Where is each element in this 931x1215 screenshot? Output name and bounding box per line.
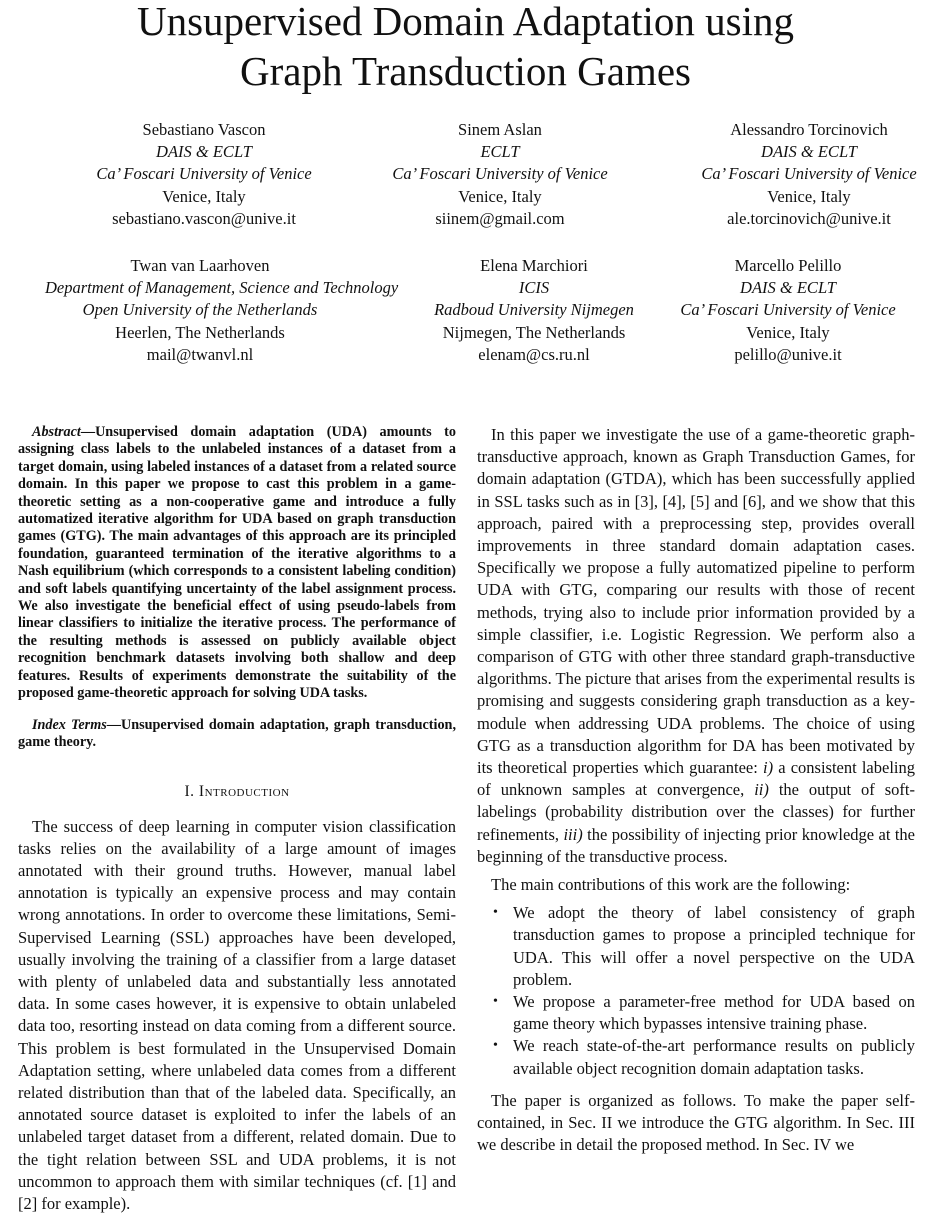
intro-paragraph-organization: The paper is organized as follows. To make the paper self-contained, in Sec. II we introduce the GTG algorithm. In Sec. III we describe in detail the proposed method. In Sec. IV we (477, 1090, 915, 1155)
author-email: sebastiano.vascon@unive.it (112, 208, 296, 228)
bullet-icon: • (493, 1038, 498, 1054)
index-terms-text: —Unsupervised domain adaptation, graph transduction, game theory. (18, 716, 456, 750)
author-block-torcinovich (654, 119, 931, 230)
left-column (18, 424, 456, 1215)
abstract (18, 424, 456, 703)
title-line-1: Unsupervised Domain Adaptation using (136, 0, 795, 44)
author-city: Venice, Italy (458, 186, 542, 206)
bullet-icon: • (493, 994, 498, 1010)
author-dept: ECLT (480, 142, 520, 162)
author-email: elenam@cs.ru.nl (478, 344, 590, 364)
author-name: Sebastiano Vascon (142, 120, 266, 139)
property-2-text: the output of soft-labelings (probability distribution over the classes) for further refinements, (477, 780, 915, 844)
property-1-text: a consistent labeling of unknown samples at convergence, (477, 758, 915, 800)
author-org: Ca’ Foscari University of Venice (701, 164, 917, 184)
author-org: Ca’ Foscari University of Venice (96, 164, 312, 184)
author-name: Sinem Aslan (458, 120, 542, 139)
author-name: Twan van Laarhoven (130, 256, 270, 275)
author-dept: DAIS & ECLT (761, 142, 857, 162)
property-1-label: i) (762, 758, 774, 778)
contributions-list (477, 902, 915, 1080)
author-org: Ca’ Foscari University of Venice (680, 300, 896, 320)
intro-paragraph-1: The success of deep learning in computer vision classification tasks relies on the availability of a large amount of images annotated with their ground truths. However, manual label annotation is typically an expensive process and may contain wrong annotations. In order to overcome these limitations, Semi-Supervised Learning (SSL) approaches have been developed, usually involving the training of a classifier from a large dataset with plenty of unlabeled data and substantially less annotated data. In some cases however, it is expensive to obtain unlabeled data too, resorting instead on data coming from a different source. This problem is best formulated in the Unsupervised Domain Adaptation setting, where unlabeled data comes from a different related distribution than that of the labeled data. Specifically, an annotated source dataset is exploited to infer the labels of an unlabeled target dataset from a different, related domain. Due to the tight relation between SSL and UDA problems, it is not uncommon to approach them with similar techniques (cf. [1] and [2] for example). (18, 816, 456, 1213)
bullet-icon: • (493, 905, 498, 921)
author-name: Marcello Pelillo (734, 256, 842, 275)
contribution-text: We propose a parameter-free method for UDA based on game theory which bypasses intensive training phase. (513, 992, 915, 1034)
author-city: Venice, Italy (746, 322, 830, 342)
author-city: Nijmegen, The Netherlands (442, 322, 626, 342)
author-city: Venice, Italy (767, 186, 851, 206)
contribution-text: We reach state-of-the-art performance results on publicly available object recognition domain adaptation tasks. (513, 1036, 915, 1078)
author-block-laarhoven (45, 255, 399, 366)
abstract-text: —Unsupervised domain adaptation (UDA) amounts to assigning class labels to the unlabeled instances of a dataset from a target domain, using labeled instances of a dataset from a related source domain. In this paper we propose to cast this problem in a game-theoretic setting as a non-cooperative game and introduce a fully automatized iterative algorithm for UDA based on graph transduction games (GTG). The main advantages of this approach are its principled foundation, guaranteed termination of the iterative algorithms to a Nash equilibrium (which corresponds to a consistent labeling condition) and soft labels quantifying uncertainty of the label assignment process. We also investigate the beneficial effect of using pseudo-labels from linear classifiers to initialize the iterative process. The performance of the resulting methods is assessed on publicly available object recognition benchmark datasets involving both shallow and deep features. Results of experiments demonstrate the suitability of the proposed game-theoretic approach for solving UDA tasks. (18, 424, 456, 702)
index-terms (18, 717, 456, 752)
author-name: Alessandro Torcinovich (730, 120, 888, 139)
author-email: siinem@gmail.com (435, 208, 565, 228)
contributions-intro: The main contributions of this work are the following: (491, 875, 851, 895)
abstract-label: Abstract (32, 424, 81, 440)
contribution-item (477, 991, 915, 1035)
author-block-aslan (345, 119, 655, 230)
author-org: Radboud University Nijmegen (434, 300, 634, 320)
intro-paragraph-2-text: In this paper we investigate the use of a game-theoretic graph-transductive approach, known as Graph Transduction Games, for domain adaptation (GTDA), which has been successfully applied in SSL tasks such as in [3], [4], [5] and [6], and we show that this approach, paired with a preprocessing step, provides overall improvements in three standard domain adaptation cases. Specifically we propose a fully automatized pipeline to perform UDA with GTG, comparing our results with those of recent methods, trying also to include prior information provided by a simple classifier, i.e. Logistic Regression. We perform also a comparison of GTG with other three standard graph-transductive algorithms. The picture that arises from the experimental results is promising and suggests considering graph transduction as a key-module when addressing UDA problems. The choice of using GTG as a transduction algorithm for DA has been motivated by its theoretical properties which guarantee: (477, 425, 915, 778)
property-3-text: the possibility of injecting prior knowledge at the beginning of the transductive process. (477, 824, 915, 866)
contribution-text: We adopt the theory of label consistency of graph transduction games to propose a principled technique for UDA. This will offer a novel perspective on the UDA problem. (513, 903, 915, 989)
contribution-item (477, 1035, 915, 1079)
intro-paragraph-2 (477, 424, 915, 868)
author-city: Venice, Italy (162, 186, 246, 206)
contribution-item (477, 902, 915, 991)
section-number: I. (184, 783, 195, 801)
author-dept: DAIS & ECLT (740, 278, 836, 298)
index-terms-label: Index Terms (32, 716, 107, 733)
author-block-pelillo (633, 255, 931, 366)
property-3-label: iii) (563, 824, 583, 844)
section-title: Introduction (198, 783, 290, 801)
author-name: Elena Marchiori (480, 256, 588, 275)
author-email: ale.torcinovich@unive.it (727, 208, 891, 228)
author-city: Heerlen, The Netherlands (115, 322, 285, 342)
paper-title (0, 0, 931, 96)
author-org: Ca’ Foscari University of Venice (392, 164, 608, 184)
section-heading-introduction (18, 781, 456, 803)
author-block-vascon (49, 119, 359, 230)
author-dept: DAIS & ECLT (156, 142, 252, 162)
title-line-2: Graph Transduction Games (240, 48, 691, 94)
property-2-label: ii) (754, 780, 769, 800)
author-email: mail@twanvl.nl (146, 344, 254, 364)
right-column (477, 424, 915, 1157)
author-dept: ICIS (518, 278, 550, 298)
author-org: Open University of the Netherlands (82, 300, 318, 320)
author-dept: Department of Management, Science and Technology (45, 278, 399, 298)
author-email: pelillo@unive.it (734, 344, 842, 364)
